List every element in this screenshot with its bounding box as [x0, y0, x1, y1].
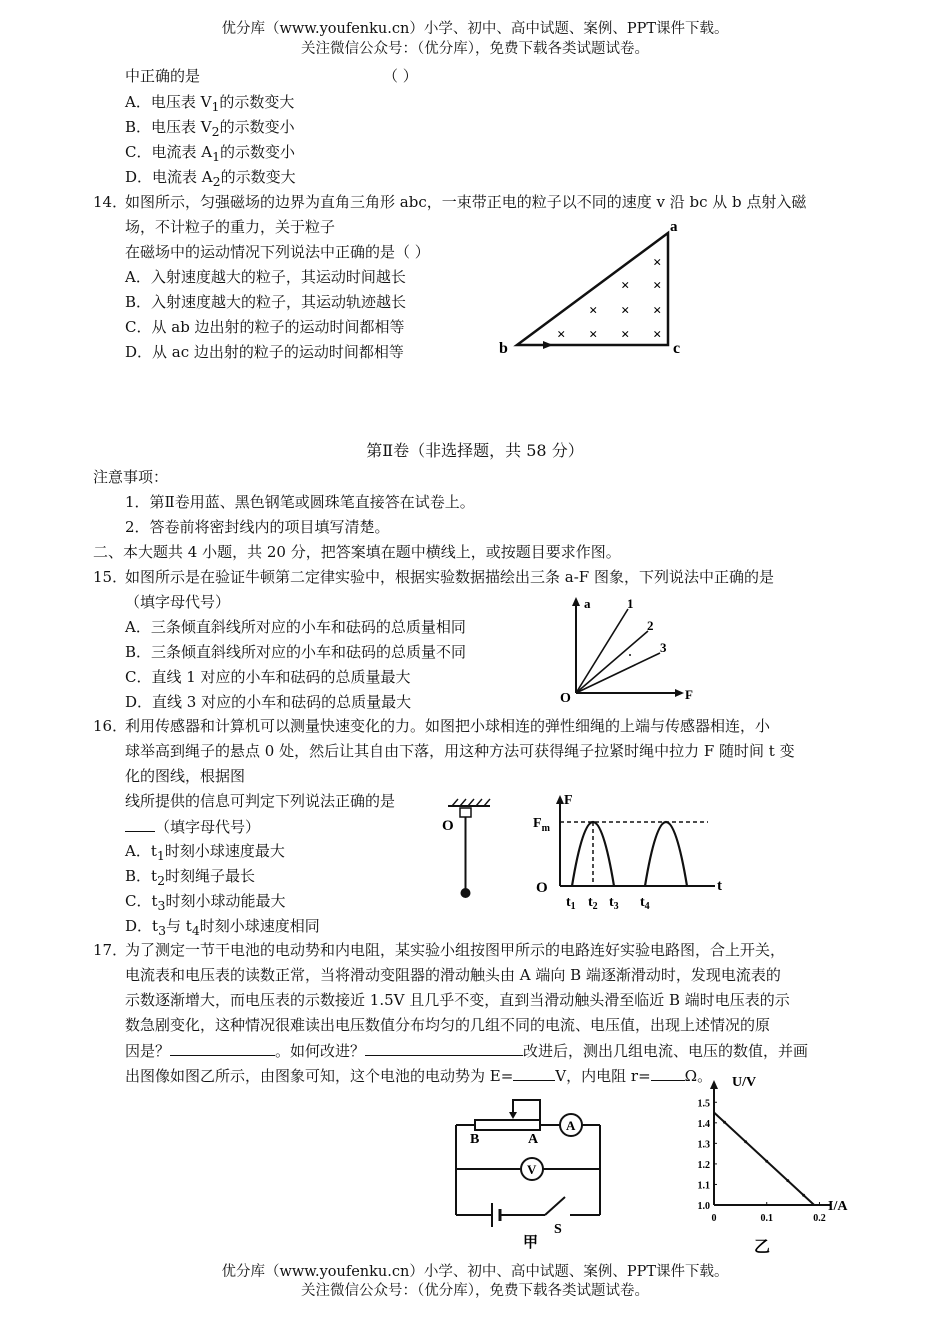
data-point [744, 1140, 747, 1143]
q14-option-c: C．从 ab 边出射的粒子的运动时间都相等 [125, 318, 405, 336]
q13-option-d: D．电流表 $A_2$的示数变大 [125, 168, 296, 189]
q15-stem-2: （填字母代号） [125, 593, 231, 611]
page-header-line2: 关注微信公众号：（优分库），免费下载各类试题试卷。 [301, 41, 649, 57]
y-tick-label: 1.3 [697, 1139, 710, 1151]
force-pulse-2 [645, 822, 687, 886]
q16-stem-3: 化的图线，根据图 [125, 767, 246, 785]
notes-title: 注意事项： [93, 468, 169, 486]
page-footer-line1: 优分库（www.youfenku.cn）小学、初中、高中试题、案例、PPT课件下载。 [221, 1264, 729, 1280]
q17-reason-blank[interactable] [170, 1040, 275, 1056]
q15-option-d: D．直线 3 对应的小车和砝码的总质量最大 [125, 693, 412, 711]
q15-option-c: C．直线 1 对应的小车和砝码的总质量最大 [125, 668, 411, 686]
graph-series [714, 1113, 814, 1205]
line-1-label: 1 [627, 596, 634, 611]
F-axis-label: F [685, 687, 693, 702]
q13-answer-paren: （ ） [383, 67, 418, 85]
F-axis-arrow-icon [556, 795, 564, 804]
q16-force-time-graph [530, 790, 730, 912]
note-2: 2．答卷前将密封线内的项目填写清楚。 [125, 518, 390, 536]
line-2 [576, 631, 648, 693]
t3-label: $t_3$ [609, 895, 619, 912]
q13-option-a: A．电压表 $V_1$的示数变大 [125, 93, 295, 114]
x-tick-label: 0.1 [760, 1213, 773, 1224]
q17-stem-4: 数急剧变化，这种情况很难读出电压数值分布均匀的几组不同的电流、电压值，出现上述情况的原 [125, 1016, 771, 1034]
page-header-line1: 优分库（www.youfenku.cn）小学、初中、高中试题、案例、PPT课件下载。 [221, 21, 729, 37]
q16-option-d: D．$t_3$与 $t_4$时刻小球速度相同 [125, 917, 320, 938]
ceiling-hatch [452, 799, 490, 806]
ammeter-label: A [566, 1118, 576, 1133]
section2-title: 第Ⅱ卷（非选择题，共 58 分） [366, 441, 584, 460]
q17-number: 17． [93, 941, 128, 959]
q17-resistance-blank[interactable] [651, 1065, 685, 1081]
data-point [802, 1194, 805, 1197]
magnetic-field-crosses [557, 255, 662, 343]
t1-label: $t_1$ [566, 895, 576, 912]
cross-mark: × [557, 327, 566, 343]
slider-arrow-icon [509, 1112, 517, 1119]
cross-mark: × [653, 255, 662, 271]
q17-stem-6: 出图像如图乙所示，由图象可知，这个电池的电动势为 E= V，内电阻 r= Ω。 [125, 1067, 713, 1085]
data-point [723, 1121, 726, 1124]
part2-heading: 二、本大题共 4 小题，共 20 分，把答案填在题中横线上，或按题目要求作图。 [93, 543, 621, 561]
q14-number: 14． [93, 193, 128, 211]
origin-label: O [536, 880, 548, 896]
q17-emf-blank[interactable] [513, 1065, 555, 1081]
line-3-label: 3 [660, 640, 667, 655]
q17-UI-graph [690, 1070, 860, 1260]
x-tick-label: 0.2 [813, 1213, 826, 1224]
q14-option-d: D．从 ac 边出射的粒子的运动时间都相等 [125, 343, 404, 361]
q15-aF-graph [560, 595, 700, 703]
cross-mark: × [653, 303, 662, 319]
q17-stem-3: 示数逐渐增大，而电压表的示数接近 1.5V 且几乎不变，直到当滑动触头滑至临近 B 端时电压表的示 [125, 991, 790, 1009]
cross-mark: × [621, 303, 630, 319]
switch-label: S [554, 1222, 562, 1237]
cross-mark: × [621, 278, 630, 294]
cross-mark: × [653, 327, 662, 343]
y-tick-label: 1.1 [697, 1180, 710, 1192]
q16-stem-2: 球举高到绳子的悬点 0 处，然后让其自由下落，用这种方法可获得绳子拉紧时绳中拉力 F 随时间 t 变 [125, 742, 795, 760]
a-axis-label: a [584, 596, 591, 611]
q13-option-c: C．电流表 $A_1$的示数变小 [125, 143, 296, 164]
q16-option-c: C．$t_3$时刻小球动能最大 [125, 892, 286, 913]
cross-mark: × [589, 327, 598, 343]
cross-mark: × [653, 278, 662, 294]
q16-stem-5: （填字母代号） [125, 816, 260, 837]
x-tick-label: 0 [711, 1213, 717, 1224]
q16-pendulum-figure [440, 796, 500, 906]
q17-stem-1: 为了测定一节干电池的电动势和内电阻，某实验小组按图甲所示的电路连好实验电路图，合上开关， [125, 941, 786, 959]
q17-stem-5: 因是？ 。如何改进？ 改进后，测出几组电流、电压的数值，并画 [125, 1042, 809, 1060]
q14-triangle-figure [495, 215, 695, 360]
note-1: 1．第Ⅱ卷用蓝、黑色钢笔或圆珠笔直接答在试卷上。 [125, 493, 475, 511]
rheostat-body [475, 1120, 540, 1130]
q15-number: 15． [93, 568, 128, 586]
data-point [786, 1179, 789, 1182]
origin-label: O [560, 691, 571, 703]
q16-answer-blank[interactable] [125, 816, 155, 832]
data-point [765, 1160, 768, 1163]
cross-mark: × [621, 327, 630, 343]
circuit-caption: 甲 [523, 1235, 539, 1250]
stray-dot [629, 654, 631, 656]
graph-caption: 乙 [754, 1239, 771, 1256]
graph-axes [710, 1080, 830, 1205]
q15-stem-1: 如图所示是在验证牛顿第二定律实验中，根据实验数据描绘出三条 a-F 图象，下列说法中正确的是 [125, 568, 774, 586]
q14-stem-3: 在磁场中的运动情况下列说法中正确的是（ ） [125, 243, 430, 261]
arrow-head-icon [543, 341, 553, 349]
q14-stem-2: 场，不计粒子的重力，关于粒子 [125, 218, 336, 236]
q13-stem-tail: 中正确的是 [125, 67, 201, 85]
y-tick-label: 1.2 [697, 1159, 710, 1171]
ball [461, 888, 471, 898]
vertex-c-label: c [673, 340, 681, 357]
q13-option-b: B．电压表 $V_2$的示数变小 [125, 118, 295, 139]
U-axis-arrow-icon [710, 1080, 718, 1089]
U-I-line [714, 1113, 814, 1205]
cross-mark: × [589, 303, 598, 319]
rheostat-end-A-label: A [528, 1132, 539, 1147]
q16-number: 16． [93, 717, 128, 735]
switch-blade [545, 1197, 565, 1215]
t4-label: $t_4$ [640, 895, 650, 912]
rheostat-slider-wire [513, 1100, 540, 1125]
y-tick-label: 1.0 [697, 1201, 710, 1212]
q17-stem-2: 电流表和电压表的读数正常，当将滑动变阻器的滑动触头由 A 端向 B 端逐渐滑动时，发现电流表的 [125, 966, 781, 984]
t-axis-label: t [717, 878, 722, 894]
q16-option-b: B．$t_2$时刻绳子最长 [125, 867, 256, 888]
q14-option-b: B．入射速度越大的粒子，其运动轨迹越长 [125, 293, 407, 311]
q16-stem-1: 利用传感器和计算机可以测量快速变化的力。如图把小球相连的弹性细绳的上端与传感器相连，小 [125, 717, 771, 735]
q15-option-b: B．三条倾直斜线所对应的小车和砝码的总质量不同 [125, 643, 467, 661]
q17-circuit-diagram [440, 1095, 610, 1250]
rheostat-end-B-label: B [470, 1132, 480, 1147]
vertex-b-label: b [499, 340, 508, 357]
F-axis-label: F [564, 793, 573, 808]
line-2-label: 2 [647, 618, 654, 633]
suspension-point-label: O [442, 818, 454, 834]
q14-stem-1: 如图所示，匀强磁场的边界为直角三角形 abc，一束带正电的粒子以不同的速度 v 沿 bc 从 b 点射入磁 [125, 193, 807, 211]
q17-improve-blank[interactable] [365, 1040, 523, 1056]
F-axis-arrow-icon [675, 689, 684, 697]
y-tick-label: 1.5 [697, 1098, 710, 1110]
voltmeter-label: V [527, 1162, 537, 1177]
q14-option-a: A．入射速度越大的粒子，其运动时间越长 [125, 268, 406, 286]
I-axis-label: I/A [828, 1199, 848, 1214]
page-footer-line2: 关注微信公众号：（优分库），免费下载各类试题试卷。 [301, 1283, 649, 1299]
q16-stem-4: 线所提供的信息可判定下列说法正确的是 [125, 792, 396, 810]
a-axis-arrow-icon [572, 597, 580, 606]
vertex-a-label: a [670, 219, 678, 235]
force-sensor-box [460, 808, 471, 817]
q15-option-a: A．三条倾直斜线所对应的小车和砝码的总质量相同 [125, 618, 466, 636]
q16-option-a: A．$t_1$时刻小球速度最大 [125, 842, 285, 863]
Fm-label: $F_m$ [533, 816, 550, 834]
y-tick-label: 1.4 [697, 1118, 710, 1130]
t2-label: $t_2$ [588, 895, 598, 912]
U-axis-label: U/V [732, 1075, 757, 1090]
